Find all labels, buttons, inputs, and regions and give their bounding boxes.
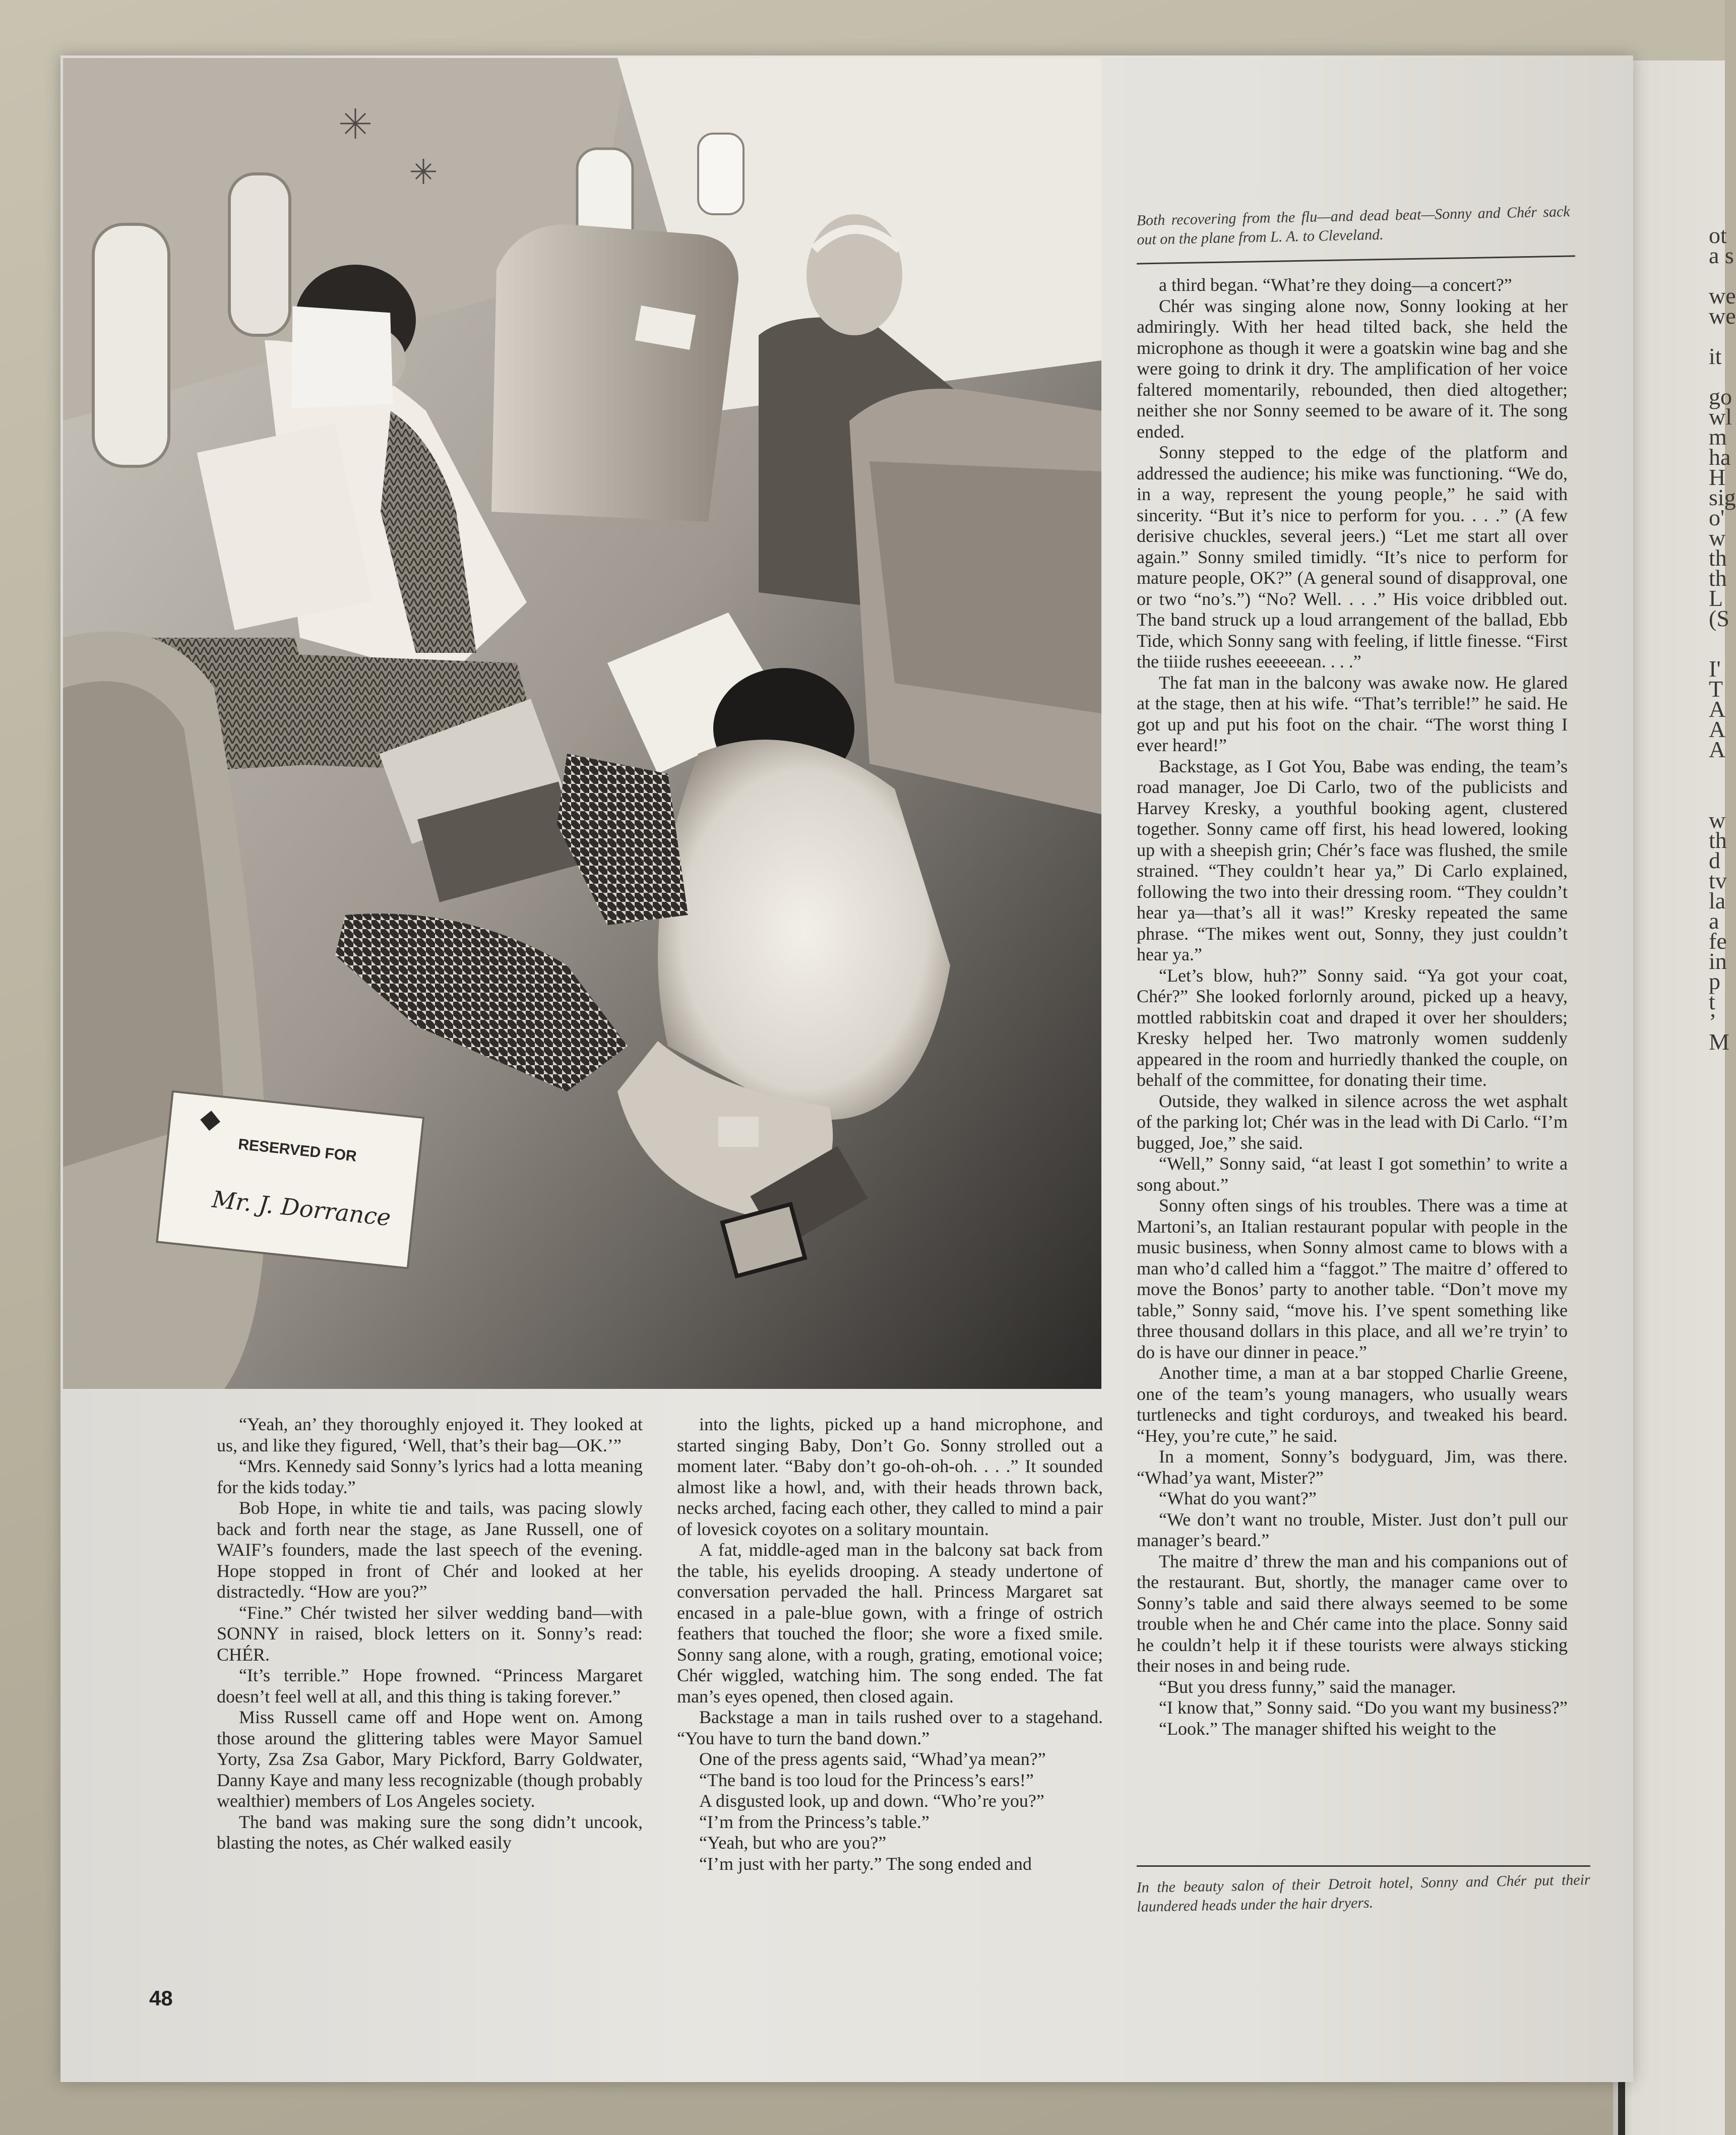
next-page-fragment: th: [1709, 565, 1727, 591]
paragraph: “What do you want?”: [1159, 1488, 1317, 1508]
paragraph: into the lights, picked up a hand microphone, and started singing Baby, Don’t Go. Sonny strolled out a moment later. “Baby don’t go-oh-oh-oh. . . .” It sounded almost like a howl, and, with their heads thrown back, necks arched, facing each other, they called to mind a pair of lovesick coyotes on a solitary mountain.: [677, 1414, 1103, 1539]
next-page-fragment: T: [1709, 676, 1723, 702]
paragraph: A fat, middle-aged man in the balcony sat back from the table, his eyelids drooping. A steady undertone of conversation pervaded the hall. Princess Margaret sat encased in a pale-blue gown, with a fringe of ostrich feathers that touched the floor; she wore a fixed smile. Sonny sang alone, with a rough, grating, emotional voice; Chér wiggled, watching him. The song ended. The fat man’s eyes opened, then closed again.: [677, 1540, 1103, 1706]
next-page-fragment: o': [1709, 505, 1725, 530]
next-page-fragment: a s: [1709, 242, 1734, 268]
paragraph: “I’m just with her party.” The song ended and: [699, 1853, 1032, 1874]
next-page-fragment: w: [1709, 807, 1726, 833]
airplane-photo-illustration: [63, 58, 1101, 1389]
paragraph: “Fine.” Chér twisted her silver wedding band—with SONNY in raised, block letters on it. Sonny’s read: CHÉR.: [217, 1602, 643, 1665]
next-page-fragment: ha: [1709, 444, 1731, 470]
next-page-fragment: A: [1709, 737, 1726, 762]
seat-card-name: Mr. J. Dorrance: [211, 1185, 392, 1232]
next-page-fragment: A: [1709, 696, 1726, 722]
paragraph: “I’m from the Princess’s table.”: [699, 1811, 929, 1832]
next-page-fragment: A: [1709, 716, 1726, 742]
article-column-2: [677, 1414, 1103, 1874]
next-page-fragment: wl: [1709, 404, 1732, 430]
next-page-fragment: sig: [1709, 484, 1736, 510]
airplane-photo: [63, 58, 1101, 1389]
paragraph: The band was making sure the song didn’t uncook, blasting the notes, as Chér walked easily: [217, 1811, 643, 1853]
paragraph: In a moment, Sonny’s bodyguard, Jim, was there. “Whad’ya want, Mister?”: [1137, 1446, 1568, 1488]
paragraph: “We don’t want no trouble, Mister. Just don’t pull our manager’s beard.”: [1137, 1509, 1568, 1550]
paragraph: Sonny stepped to the edge of the platform and addressed the audience; his mike was functioning. “We do, in a way, represent the young people,” he said with sincerity. “But it’s nice to perform for you. . . .” (A few derisive chuckles, several jeers.) “Let me start all over again.” Sonny smiled timidly. “It’s nice to perform for mature people, OK?” (A general sound of disapproval, one or two “no’s.”) “No? Well. . . .” His voice dribbled out. The band struck up a loud arrangement of the ballad, Ebb Tide, which Sonny sang with feeling, if little finesse. “First the tiiide rushes eeeeeean. . . .”: [1137, 442, 1568, 672]
paragraph: Miss Russell came off and Hope went on. Among those around the glittering tables were Mayor Samuel Yorty, Zsa Zsa Gabor, Mary Pickford, Barry Goldwater, Danny Kaye and many less recognizable (though probably wealthier) members of Los Angeles society.: [217, 1707, 643, 1811]
next-page-fragment: a: [1709, 908, 1719, 934]
next-page-fragment: fe: [1709, 928, 1727, 954]
paragraph: “But you dress funny,” said the manager.: [1159, 1676, 1456, 1697]
next-page-fragment: w: [1709, 525, 1726, 551]
next-page-fragment: d: [1709, 847, 1720, 873]
next-page-fragment: tv: [1709, 868, 1727, 893]
next-page-fragment: I': [1709, 656, 1721, 682]
paragraph: Backstage, as I Got You, Babe was ending, the team’s road manager, Joe Di Carlo, two of the publicists and Harvey Kresky, a youthful booking agent, clustered together. Sonny came off first, his head lowered, looking up with a sheepish grin; Chér’s face was flushed, the smile strained. “They couldn’t hear ya,” Di Carlo explained, following the two into their dressing room. “They couldn’t hear ya—that’s all it was!” Kresky repeated the same phrase. “The mikes went out, Sonny, they just couldn’t hear ya.”: [1137, 756, 1568, 964]
paragraph: “Let’s blow, huh?” Sonny said. “Ya got your coat, Chér?” She looked forlornly around, picked up a heavy, mottled rabbitskin coat and draped it over her shoulders; Kresky helped her. Two matronly women suddenly appeared in the room and hurriedly thanked the couple, on behalf of the committee, for donating their time.: [1137, 965, 1568, 1090]
next-page-fragment: th: [1709, 827, 1727, 853]
paragraph: Outside, they walked in silence across the wet asphalt of the parking lot; Chér was in the lead with Di Carlo. “I’m bugged, Joe,” she said.: [1137, 1090, 1568, 1153]
paragraph: Sonny often sings of his troubles. There was a time at Martoni’s, an Italian restaurant popular with people in the music business, when Sonny almost came to blows with a man who’d called him a “faggot.” The maitre d’ offered to move the Bonos’ party to another table. “Don’t move my table,” Sonny said, “move his. I’ve spent something like three thousand dollars in this place, and all we’re tryin’ to do is have our dinner in peace.”: [1137, 1195, 1568, 1362]
next-page-fragment: la: [1709, 888, 1726, 913]
paragraph: Another time, a man at a bar stopped Charlie Greene, one of the team’s young managers, who usually wears turtlenecks and tight corduroys, and tweaked his beard. “Hey, you’re cute,” he said.: [1137, 1363, 1568, 1446]
paragraph: One of the press agents said, “Whad’ya mean?”: [699, 1749, 1046, 1769]
next-page-fragment: we: [1709, 303, 1736, 329]
paragraph: Bob Hope, in white tie and tails, was pacing slowly back and forth near the stage, as Jane Russell, one of WAIF’s founders, made the last speech of the evening. Hope stopped in front of Chér and looked at her distractedly. “How are you?”: [217, 1498, 643, 1602]
next-page-fragment: t: [1709, 989, 1715, 1014]
paragraph: a third began. “What’re they doing—a concert?”: [1159, 275, 1512, 295]
paragraph: “It’s terrible.” Hope frowned. “Princess Margaret doesn’t feel well at all, and this thing is taking forever.”: [217, 1665, 643, 1706]
next-page-fragment: M: [1709, 1029, 1729, 1055]
next-page-fragment: ’: [1709, 1009, 1717, 1034]
article-column-1: [217, 1414, 643, 1854]
photo-caption-top: Both recovering from the flu—and dead beat—Sonny and Chér sack out on the plane from L. A. to Cleveland.: [1136, 203, 1570, 248]
paragraph: “Look.” The manager shifted his weight to the: [1159, 1718, 1497, 1739]
next-page-fragment: p: [1709, 968, 1720, 994]
paragraph: “Yeah, but who are you?”: [699, 1833, 887, 1853]
next-page-fragment: in: [1709, 948, 1727, 974]
next-page-fragment: it: [1709, 343, 1722, 369]
paragraph: “I know that,” Sonny said. “Do you want my business?”: [1159, 1697, 1568, 1718]
next-page-fragment: go: [1709, 384, 1732, 409]
next-page-fragment: H: [1709, 464, 1726, 490]
next-page-fragment: m: [1709, 424, 1727, 450]
next-page-fragment: ot: [1709, 222, 1727, 248]
next-page-fragment: th: [1709, 545, 1727, 571]
paragraph: A disgusted look, up and down. “Who’re you?”: [699, 1791, 1044, 1811]
paragraph: Backstage a man in tails rushed over to a stagehand. “You have to turn the band down.”: [677, 1707, 1103, 1748]
page-number: 48: [149, 1986, 173, 2010]
seat-card-heading: RESERVED FOR: [237, 1136, 358, 1165]
paragraph: “Yeah, an’ they thoroughly enjoyed it. They looked at us, and like they figured, ‘Well, that’s their bag—OK.’”: [217, 1414, 643, 1455]
next-page-fragment: (S: [1709, 605, 1729, 631]
paragraph: The maitre d’ threw the man and his companions out of the restaurant. But, shortly, the manager came over to Sonny’s table and said there always seemed to be some trouble when he and Chér came into the place. Sonny said he couldn’t help it if these tourists were always sticking their noses in and being rude.: [1137, 1551, 1568, 1676]
next-page-fragment: L: [1709, 585, 1723, 611]
next-page-fragment: we: [1709, 283, 1736, 309]
caption-rule-bottom: [1137, 1865, 1590, 1867]
article-column-3: [1137, 275, 1568, 1739]
paragraph: The fat man in the balcony was awake now. He glared at the stage, then at his wife. “That’s terrible!” he said. He got up and put his foot on the chair. “The worst thing I ever heard!”: [1137, 672, 1568, 755]
paragraph: “Well,” Sonny said, “at least I got somethin’ to write a song about.”: [1137, 1153, 1568, 1195]
paragraph: “Mrs. Kennedy said Sonny’s lyrics had a lotta meaning for the kids today.”: [217, 1456, 643, 1497]
paragraph: Chér was singing alone now, Sonny looking at her admiringly. With her head tilted back, she held the microphone as though it were a goatskin wine bag and she were going to drink it dry. The amplification of her voice faltered momentarily, rebounded, then died altogether; neither she nor Sonny seemed to be aware of it. The song ended.: [1137, 295, 1568, 442]
photo-caption-bottom: In the beauty salon of their Detroit hotel, Sonny and Chér put their laundered heads under the hair dryers.: [1136, 1871, 1590, 1915]
paragraph: “The band is too loud for the Princess’s ears!”: [699, 1770, 1034, 1790]
